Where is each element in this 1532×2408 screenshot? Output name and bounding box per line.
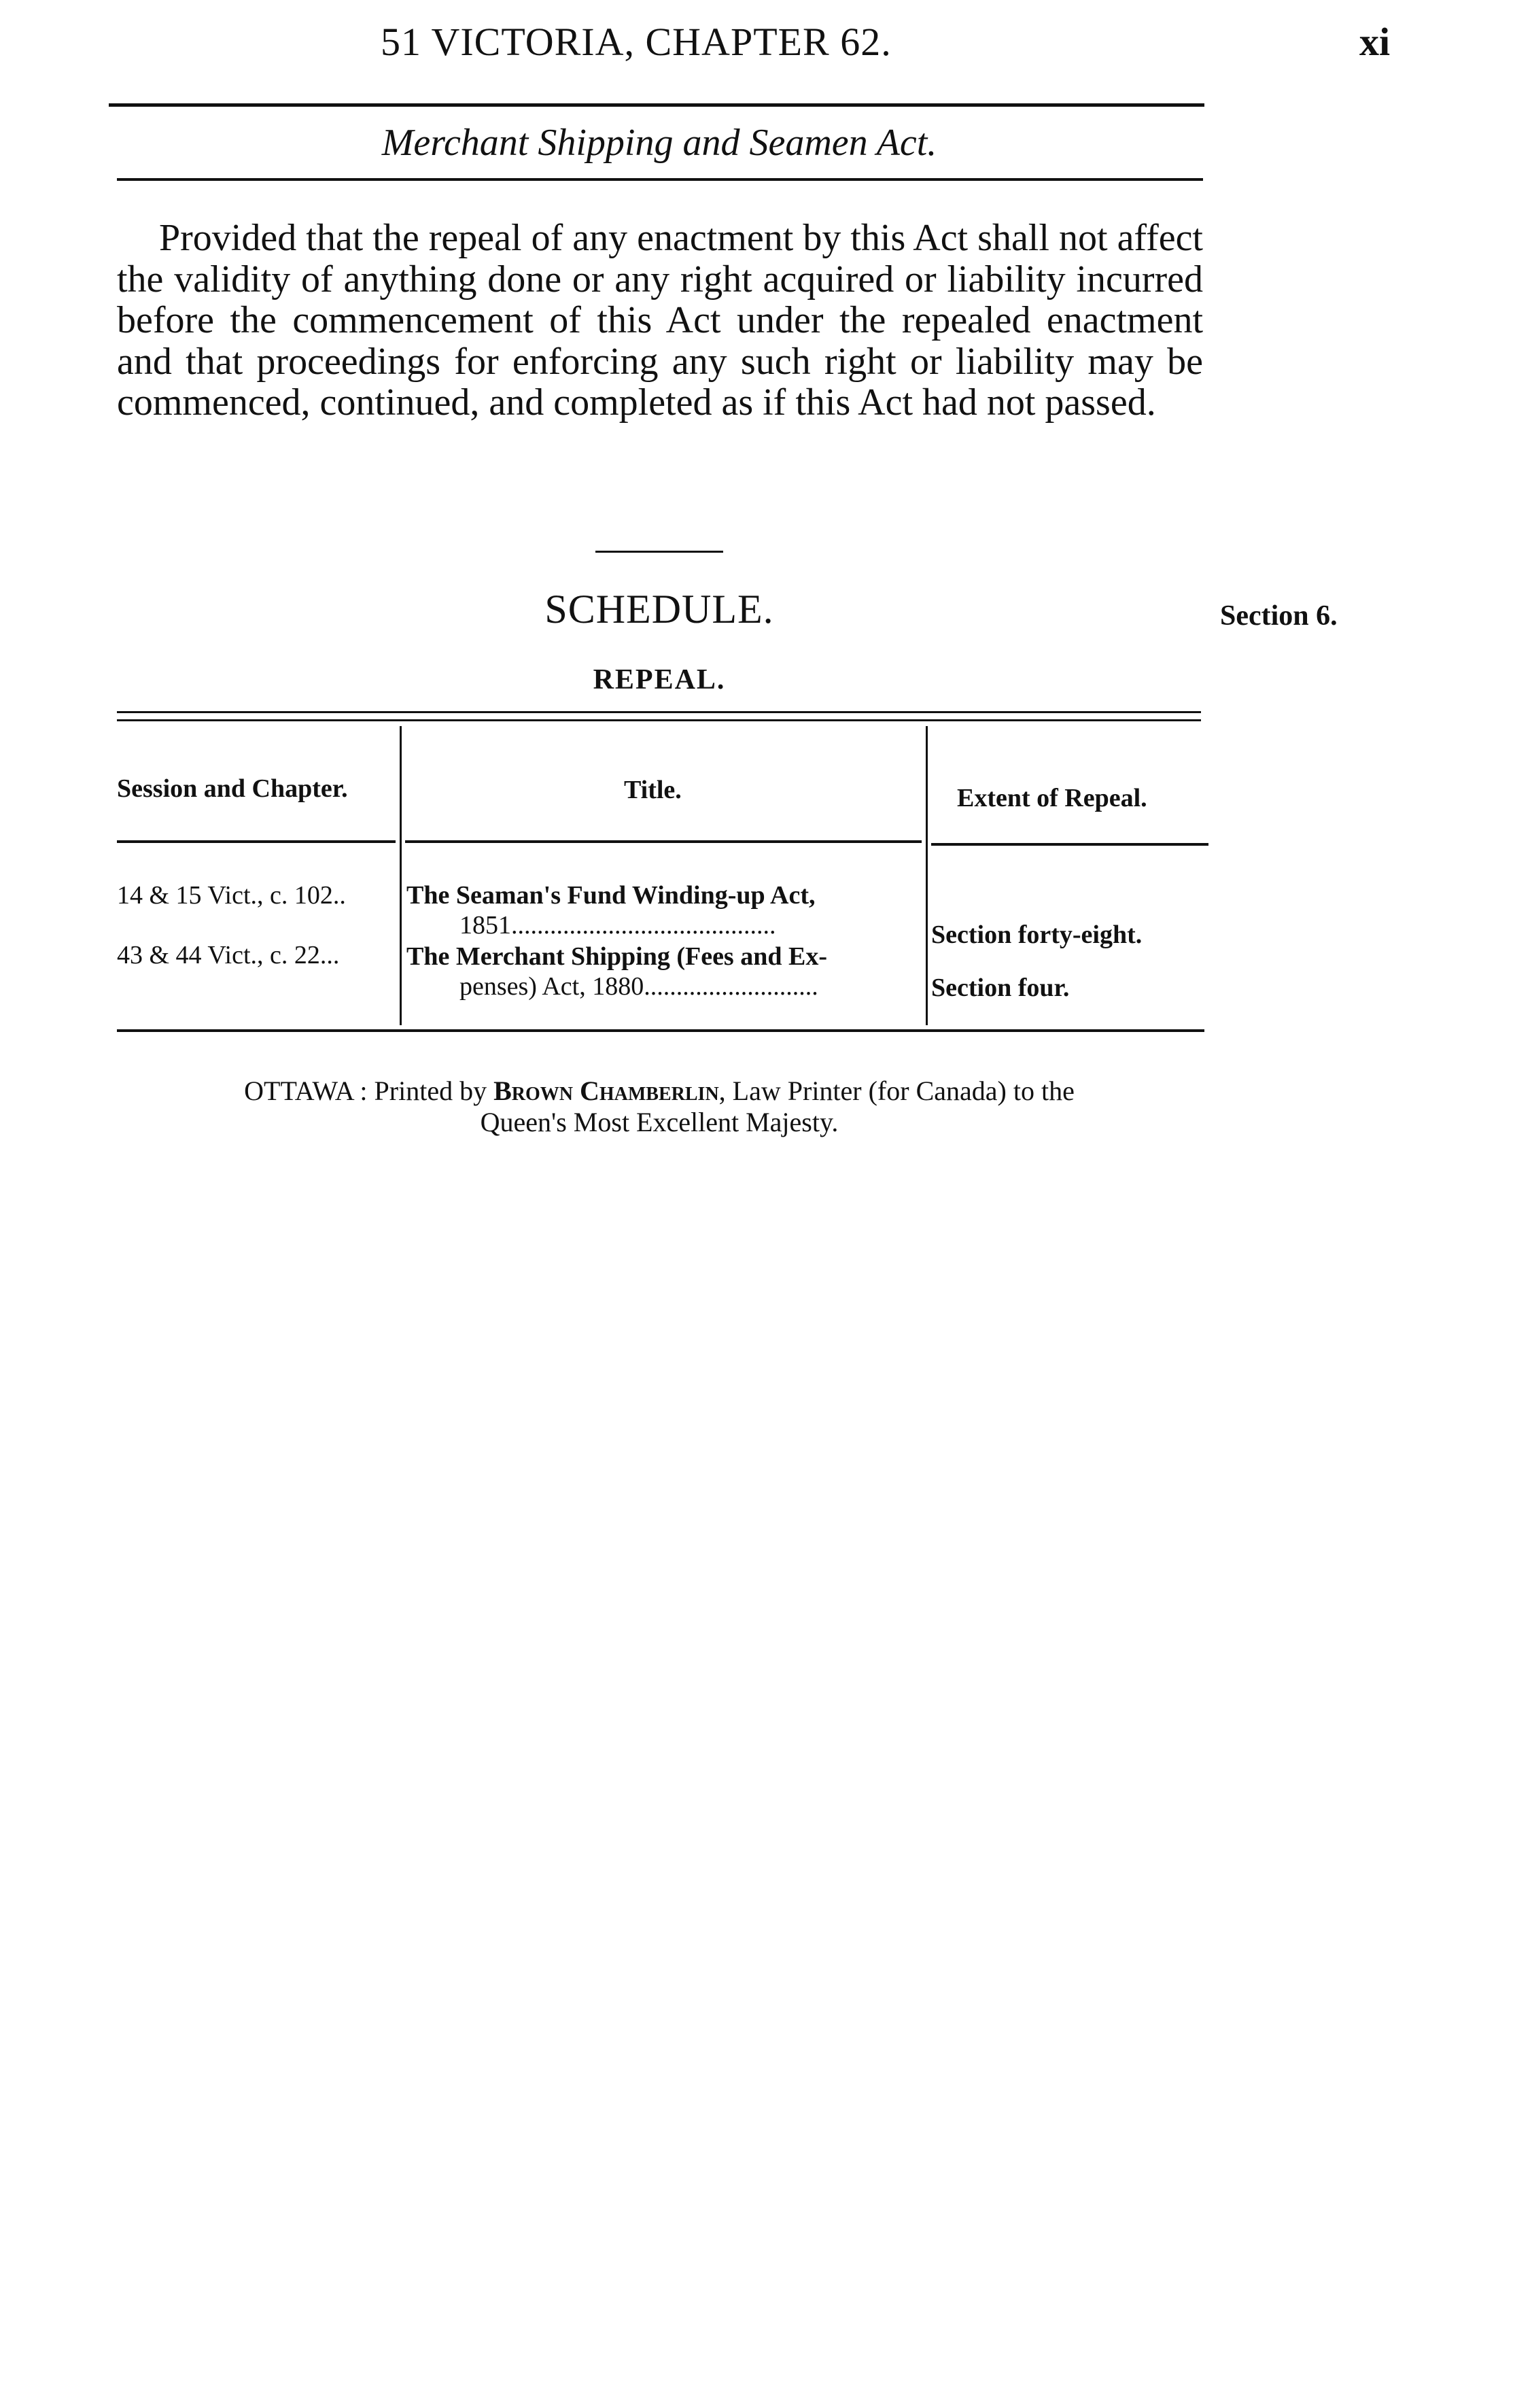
imprint-suffix: , Law Printer (for Canada) to the xyxy=(718,1076,1075,1106)
imprint-line-2: Queen's Most Excellent Majesty. xyxy=(480,1107,839,1137)
row-1-title-line-1: The Seaman's Fund Winding-up Act, xyxy=(406,881,816,910)
table-bottom-rule xyxy=(117,1029,1204,1032)
column-header-title: Title. xyxy=(624,776,682,804)
printer-name: Brown Chamberlin xyxy=(493,1076,719,1106)
proviso-paragraph: Provided that the repeal of any enactment by this Act shall not affect the validity of anything done or any right acquired or liability incurred before the commencement of this Act under the repealed enactment and that proceedings for enforcing any such right or liability may be commenced, continued, and completed as if this Act had not passed. xyxy=(117,217,1203,424)
column-header-extent: Extent of Repeal. xyxy=(957,784,1147,812)
page-number: xi xyxy=(1359,20,1391,64)
row-1-title-line-2: 1851......................................... xyxy=(459,911,776,940)
header-underline-3 xyxy=(931,843,1208,846)
imprint-prefix: OTTAWA : Printed by xyxy=(244,1076,494,1106)
row-2-session: 43 & 44 Vict., c. 22... xyxy=(117,941,340,969)
header-rule xyxy=(109,103,1204,107)
act-subtitle: Merchant Shipping and Seamen Act. xyxy=(381,122,937,164)
short-divider xyxy=(595,551,723,553)
repeal-heading: REPEAL. xyxy=(593,664,726,695)
margin-note: Section 6. xyxy=(1220,600,1338,632)
column-divider-1 xyxy=(400,726,402,1025)
header-underline-1 xyxy=(117,840,396,843)
subtitle-rule xyxy=(117,178,1203,181)
column-divider-2 xyxy=(926,726,928,1025)
row-2-title-line-2: penses) Act, 1880........................... xyxy=(459,972,818,1001)
row-2-title-line-1: The Merchant Shipping (Fees and Ex- xyxy=(406,942,827,971)
header-underline-2 xyxy=(405,840,922,843)
printer-imprint xyxy=(117,1076,1202,1138)
schedule-heading: SCHEDULE. xyxy=(544,587,774,632)
row-1-extent: Section forty-eight. xyxy=(931,921,1143,949)
table-top-rule-2 xyxy=(117,719,1201,721)
running-title: 51 VICTORIA, CHAPTER 62. xyxy=(381,20,892,64)
table-top-rule-1 xyxy=(117,711,1201,713)
row-2-extent: Section four. xyxy=(931,974,1070,1002)
column-header-session: Session and Chapter. xyxy=(117,774,348,803)
row-1-session: 14 & 15 Vict., c. 102.. xyxy=(117,881,346,910)
